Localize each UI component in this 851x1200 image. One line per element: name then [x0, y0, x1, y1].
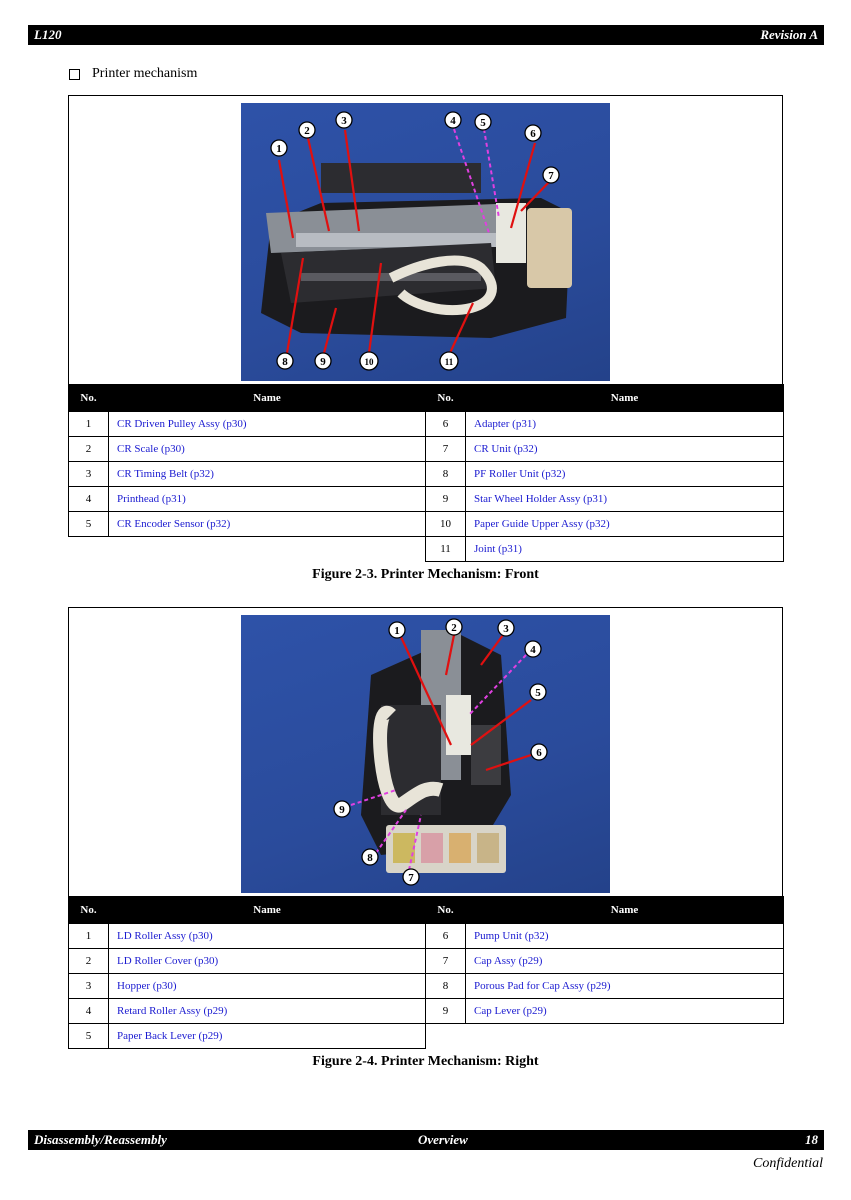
table-row [69, 999, 784, 1024]
row-no: 9 [426, 999, 466, 1024]
row-no: 7 [426, 949, 466, 974]
callout-7: 7 [548, 170, 554, 182]
col-no: No. [69, 897, 109, 924]
row-no: 3 [69, 462, 109, 487]
col-no: No. [426, 385, 466, 412]
checkbox-square-icon [69, 69, 80, 80]
row-no: 9 [426, 487, 466, 512]
callout-4: 4 [450, 115, 456, 127]
confidential-label: Confidential [753, 1156, 823, 1171]
col-no: No. [426, 897, 466, 924]
section-heading [69, 66, 197, 82]
row-no: 1 [69, 412, 109, 437]
part-link[interactable]: Paper Back Lever (p29) [109, 1024, 426, 1049]
page-header [28, 25, 824, 45]
figure-3-callouts [241, 103, 610, 381]
col-no: No. [69, 385, 109, 412]
section-title: Printer mechanism [92, 66, 198, 81]
table-row [69, 974, 784, 999]
row-no: 6 [426, 412, 466, 437]
page-footer [28, 1130, 824, 1150]
col-name: Name [109, 385, 426, 412]
empty-cell [69, 537, 426, 562]
figure-4-parts-table [68, 896, 784, 1049]
callout-1: 1 [276, 143, 282, 155]
part-link[interactable]: Cap Assy (p29) [466, 949, 784, 974]
row-no: 2 [69, 437, 109, 462]
callout-3: 3 [503, 623, 509, 635]
table-row [69, 949, 784, 974]
callout-7: 7 [408, 872, 414, 884]
part-link[interactable]: Paper Guide Upper Assy (p32) [466, 512, 784, 537]
row-no: 8 [426, 974, 466, 999]
table-header-row [69, 385, 784, 412]
callout-3: 3 [341, 115, 347, 127]
row-no: 5 [69, 512, 109, 537]
table-header-row [69, 897, 784, 924]
col-name: Name [466, 385, 784, 412]
part-link[interactable]: PF Roller Unit (p32) [466, 462, 784, 487]
figure-3-caption: Figure 2-3. Printer Mechanism: Front [312, 567, 539, 582]
part-link[interactable]: Star Wheel Holder Assy (p31) [466, 487, 784, 512]
part-link[interactable]: Retard Roller Assy (p29) [109, 999, 426, 1024]
part-link[interactable]: CR Timing Belt (p32) [109, 462, 426, 487]
table-row [69, 1024, 784, 1049]
col-name: Name [109, 897, 426, 924]
callout-8: 8 [282, 356, 288, 368]
part-link[interactable]: CR Driven Pulley Assy (p30) [109, 412, 426, 437]
callout-11: 11 [444, 357, 454, 367]
table-row [69, 462, 784, 487]
row-no: 5 [69, 1024, 109, 1049]
part-link[interactable]: Cap Lever (p29) [466, 999, 784, 1024]
row-no: 4 [69, 999, 109, 1024]
row-no: 4 [69, 487, 109, 512]
row-no: 10 [426, 512, 466, 537]
callout-5: 5 [480, 117, 486, 129]
part-link[interactable]: CR Unit (p32) [466, 437, 784, 462]
callout-8: 8 [367, 852, 373, 864]
part-link[interactable]: Printhead (p31) [109, 487, 426, 512]
callout-10: 10 [364, 357, 374, 367]
table-row [69, 537, 784, 562]
figure-4-caption: Figure 2-4. Printer Mechanism: Right [312, 1054, 539, 1069]
col-name: Name [466, 897, 784, 924]
callout-6: 6 [536, 747, 542, 759]
callout-1: 1 [394, 625, 400, 637]
row-no: 7 [426, 437, 466, 462]
footer-section: Overview [418, 1132, 468, 1147]
callout-6: 6 [530, 128, 536, 140]
part-link[interactable]: Joint (p31) [466, 537, 784, 562]
row-no: 2 [69, 949, 109, 974]
callout-2: 2 [304, 125, 310, 137]
part-link[interactable]: LD Roller Assy (p30) [109, 924, 426, 949]
table-row [69, 437, 784, 462]
part-link[interactable]: CR Scale (p30) [109, 437, 426, 462]
part-link[interactable]: LD Roller Cover (p30) [109, 949, 426, 974]
callout-2: 2 [451, 622, 457, 634]
callout-4: 4 [530, 644, 536, 656]
table-row [69, 412, 784, 437]
table-row [69, 924, 784, 949]
footer-chapter: Disassembly/Reassembly [34, 1132, 167, 1147]
model-label: L120 [34, 27, 62, 42]
part-link[interactable]: CR Encoder Sensor (p32) [109, 512, 426, 537]
row-no: 6 [426, 924, 466, 949]
part-link[interactable]: Adapter (p31) [466, 412, 784, 437]
row-no: 11 [426, 537, 466, 562]
empty-cell [426, 1024, 784, 1049]
row-no: 3 [69, 974, 109, 999]
part-link[interactable]: Pump Unit (p32) [466, 924, 784, 949]
callout-5: 5 [535, 687, 541, 699]
part-link[interactable]: Porous Pad for Cap Assy (p29) [466, 974, 784, 999]
page-number: 18 [805, 1132, 818, 1147]
revision-label: Revision A [760, 27, 818, 42]
part-link[interactable]: Hopper (p30) [109, 974, 426, 999]
table-row [69, 512, 784, 537]
table-row [69, 487, 784, 512]
figure-3-parts-table [68, 384, 784, 562]
figure-4-callouts [241, 615, 610, 893]
callout-9: 9 [339, 804, 345, 816]
row-no: 1 [69, 924, 109, 949]
callout-9: 9 [320, 356, 326, 368]
row-no: 8 [426, 462, 466, 487]
